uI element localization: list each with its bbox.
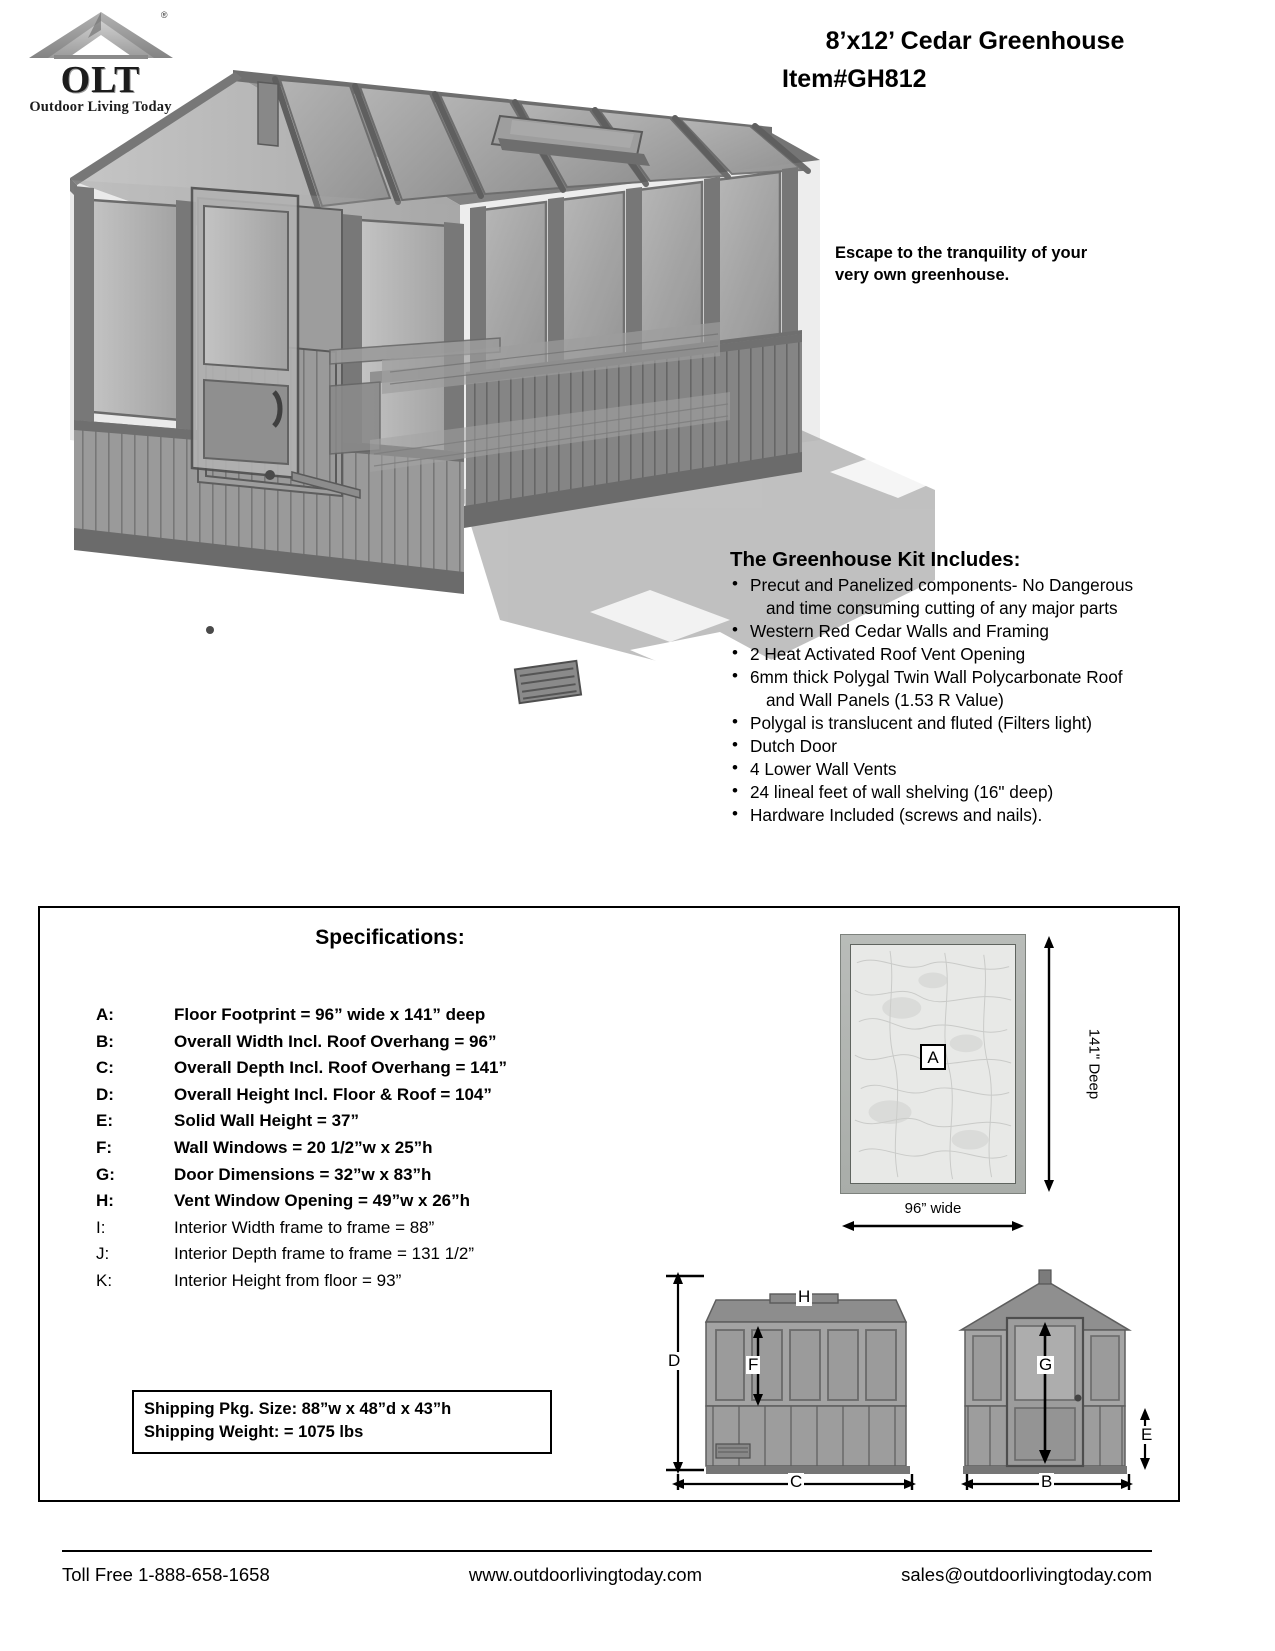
kit-includes-list [730,574,1200,826]
list-item [730,781,1200,804]
specifications-heading-punct: : [457,926,465,949]
shipping-info-box [132,1390,552,1454]
bullet-icon: • [732,665,738,685]
spec-row-f [96,1135,716,1162]
product-item-number: Item#GH812 [782,65,927,93]
side-elevation-diagram [660,1260,930,1490]
list-item-text: Precut and Panelized components- No Dangerous [750,575,1134,595]
specifications-panel [38,906,1180,1502]
kit-includes-heading: The Greenhouse Kit Includes: [730,548,1021,571]
spec-row-a [96,1002,716,1029]
bullet-icon: • [732,780,738,800]
spec-value: Overall Height Incl. Floor & Roof = 104” [174,1084,492,1104]
callout-b: B [1041,1472,1053,1491]
floor-plan-width-dimension [840,1200,1026,1238]
list-item [730,643,1200,666]
spec-row-b [96,1029,716,1056]
spec-value: Floor Footprint = 96” wide x 141” deep [174,1005,486,1024]
spec-key: H: [96,1191,114,1211]
bullet-icon: • [732,734,738,754]
bullet-icon: • [732,642,738,662]
spec-value: Door Dimensions = 32”w x 83”h [174,1164,432,1184]
spec-key: G: [96,1164,115,1184]
floor-plan-callout-a: A [920,1044,946,1070]
spec-row-g [96,1162,716,1189]
list-item-continuation: and time consuming cutting of any major parts [766,597,1118,618]
front-elevation-diagram [945,1260,1170,1490]
callout-f: F [748,1355,759,1374]
floor-plan-depth-label: 141" Deep [1085,1028,1103,1100]
list-item-text: 2 Heat Activated Roof Vent Opening [750,643,1026,664]
floor-plan-depth-dimension [1043,934,1103,1194]
logo-tagline: Outdoor Living Today [29,99,172,116]
spec-row-d [96,1082,716,1109]
callout-g: G [1039,1355,1053,1374]
registered-mark: ® [160,10,168,20]
spec-row-h [96,1188,716,1215]
shipping-package-size: Shipping Pkg. Size: 88”w x 48”d x 43”h [144,1400,452,1418]
spec-key: K: [96,1270,113,1290]
callout-h: H [798,1287,811,1306]
spec-value: Interior Height from floor = 93” [174,1270,402,1290]
list-item [730,574,1200,620]
list-item [730,804,1200,827]
spec-value: Overall Width Incl. Roof Overhang = 96” [174,1031,497,1051]
list-item [730,666,1200,712]
floor-plan-outer-frame [840,934,1026,1194]
bullet-icon: • [732,711,738,731]
spec-key: D: [96,1084,114,1104]
spec-key: B: [96,1031,114,1051]
tagline-line-2: very own greenhouse. [835,265,1010,284]
tagline-line-1: Escape to the tranquility of your [835,244,1088,262]
callout-c: C [790,1472,803,1491]
spec-value: Wall Windows = 20 1/2”w x 25”h [174,1137,433,1157]
list-item-text: Polygal is translucent and fluted (Filters light) [750,712,1092,733]
spec-row-j [96,1241,716,1268]
spec-key: C: [96,1058,114,1078]
footer-contact-bar [62,1564,1152,1586]
spec-key: F: [96,1137,113,1157]
vertical-dimension-arrow-icon [1043,934,1067,1194]
spec-row-c [96,1055,716,1082]
specifications-list [96,1002,716,1295]
list-item-text: 4 Lower Wall Vents [750,758,897,779]
callout-d: D [668,1351,681,1370]
list-item-text: Dutch Door [750,735,837,756]
list-item [730,735,1200,758]
spec-value: Interior Depth frame to frame = 131 1/2” [174,1244,475,1264]
spec-value: Overall Depth Incl. Roof Overhang = 141” [174,1058,508,1078]
bullet-icon: • [732,619,738,639]
floor-plan-floor-surface [850,944,1016,1184]
specifications-heading-text: Specifications [315,926,458,949]
spec-key: A: [96,1005,114,1024]
footer-website[interactable]: www.outdoorlivingtoday.com [468,1564,702,1585]
bullet-icon: • [732,803,738,823]
list-item [730,712,1200,735]
list-item-continuation: and Wall Panels (1.53 R Value) [766,689,1004,710]
list-item-text: Hardware Included (screws and nails). [750,804,1043,825]
callout-e: E [1141,1425,1153,1444]
spec-key: I: [96,1217,106,1237]
footer-divider [62,1550,1152,1552]
spec-value: Vent Window Opening = 49”w x 26”h [174,1191,470,1211]
list-item [730,620,1200,643]
spec-row-k [96,1268,716,1295]
list-item-text: 6mm thick Polygal Twin Wall Polycarbonate Roof [750,666,1123,687]
spec-value: Interior Width frame to frame = 88” [174,1217,435,1237]
floor-plan-width-label: 96” wide [904,1200,962,1217]
specifications-heading [40,926,740,950]
shipping-weight: Shipping Weight: = 1075 lbs [144,1423,364,1442]
list-item-text: 24 lineal feet of wall shelving (16" deep) [750,781,1054,802]
floor-plan-diagram [785,926,1155,1236]
footer-phone: Toll Free 1-888-658-1658 [62,1564,270,1585]
spec-key: J: [96,1244,110,1264]
logo-wordmark: OLT [60,59,141,101]
footer-email[interactable]: sales@outdoorlivingtoday.com [901,1564,1152,1585]
bullet-icon: • [732,757,738,777]
spec-value: Solid Wall Height = 37” [174,1111,359,1131]
list-item-text: Western Red Cedar Walls and Framing [750,620,1049,641]
list-item [730,758,1200,781]
kit-includes-section [730,548,1200,826]
spec-key: E: [96,1111,113,1131]
spec-row-e [96,1108,716,1135]
spec-row-i [96,1215,716,1242]
horizontal-dimension-arrow-icon [840,1218,1026,1238]
product-title: 8’x12’ Cedar Greenhouse [825,27,1125,55]
bullet-icon: • [732,574,738,593]
